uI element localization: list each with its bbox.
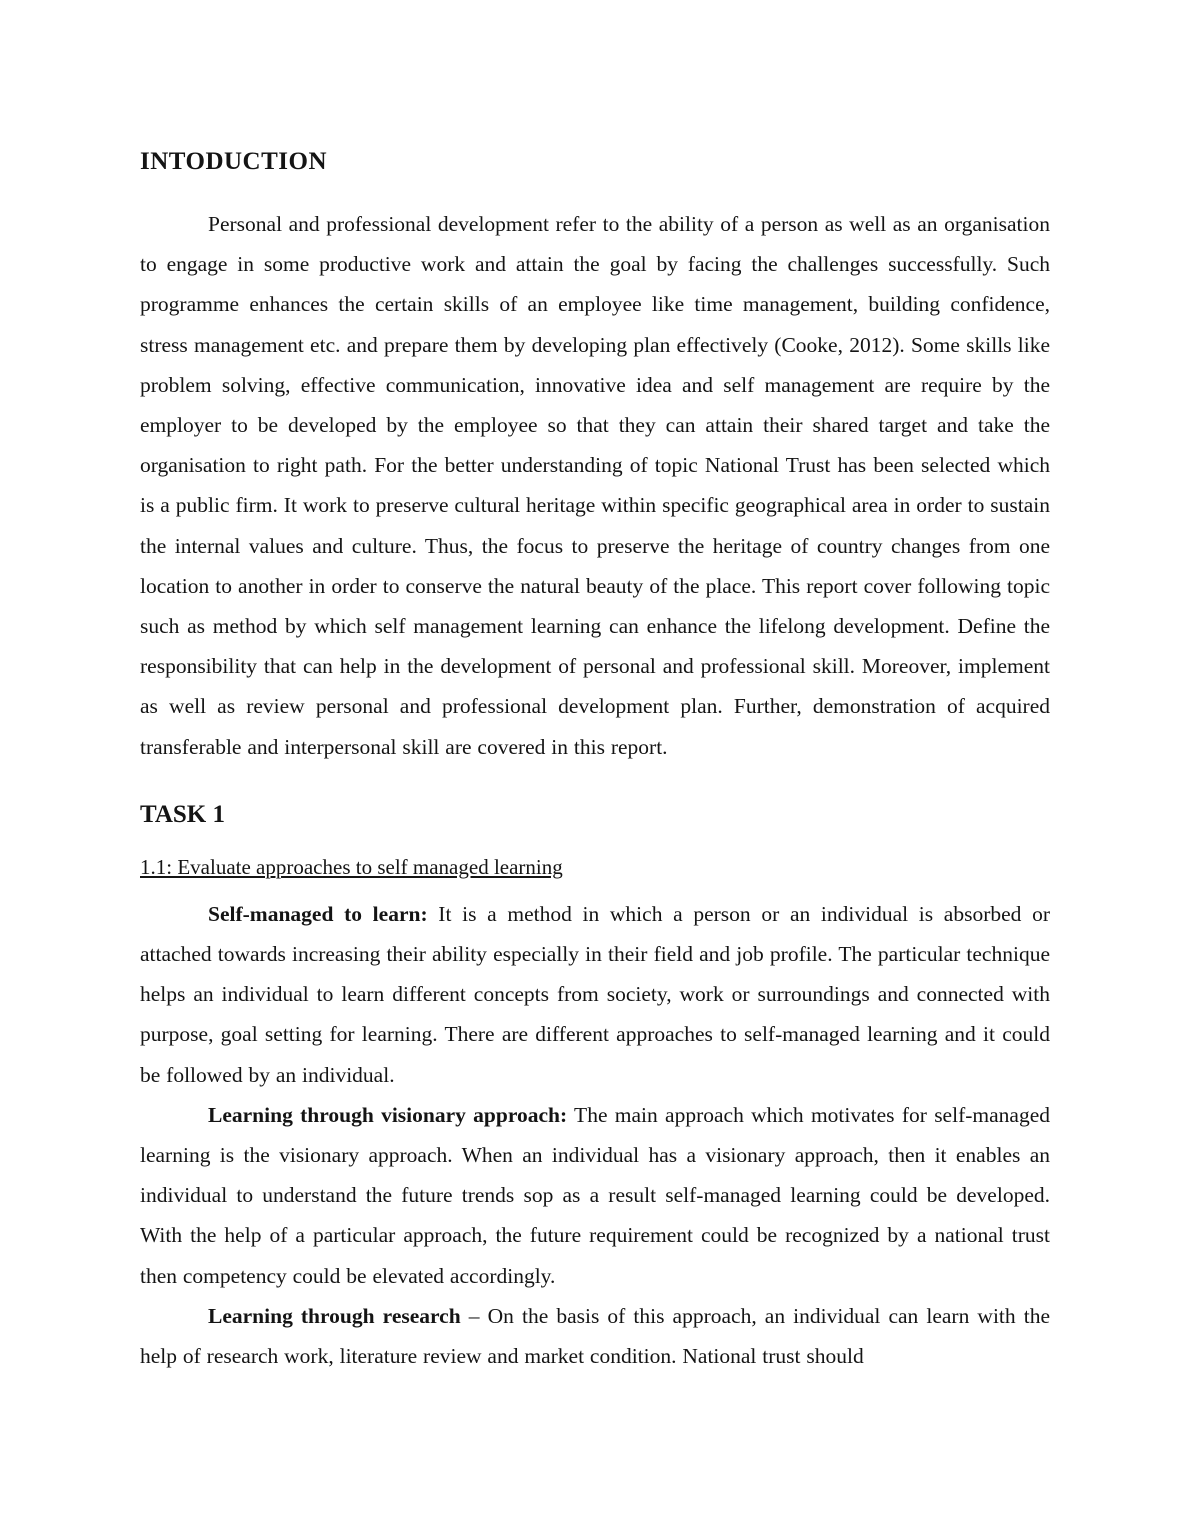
heading-introduction: INTODUCTION <box>140 148 328 175</box>
paragraph-visionary-approach <box>140 1095 1050 1296</box>
subheading-1-1-evaluate-approaches: 1.1: Evaluate approaches to self managed learning <box>140 854 563 879</box>
paragraph-introduction <box>140 204 1050 767</box>
paragraph-self-managed-text: It is a method in which a person or an individual is absorbed or attached towards increasing their ability especially in their field and job profile. The particular technique helps an individual to learn different concepts from society, work or surroundings and connected with purpose, goal setting for learning. There are different approaches to self-managed learning and it could be followed by an individual. <box>140 901 1050 1087</box>
paragraph-introduction-text: Personal and professional development refer to the ability of a person as well as an organisation to engage in some productive work and attain the goal by facing the challenges successfully. Such programme enhances the certain skills of an employee like time management, building confidence, stress management etc. and prepare them by developing plan effectively (Cooke, 2012). Some skills like problem solving, effective communication, innovative idea and self management are require by the employer to be developed by the employee so that they can attain their shared target and take the organisation to right path. For the better understanding of topic National Trust has been selected which is a public firm. It work to preserve cultural heritage within specific geographical area in order to sustain the internal values and culture. Thus, the focus to preserve the heritage of country changes from one location to another in order to conserve the natural beauty of the place. This report cover following topic such as method by which self management learning can enhance the lifelong development. Define the responsibility that can help in the development of personal and professional skill. Moreover, implement as well as review personal and professional development plan. Further, demonstration of acquired transferable and interpersonal skill are covered in this report. <box>140 212 1050 759</box>
heading-task1: TASK 1 <box>140 800 225 828</box>
paragraph-self-managed-learning <box>140 894 1050 1095</box>
paragraph-visionary-lead: Learning through visionary approach: <box>208 1102 568 1127</box>
paragraph-self-managed-lead: Self-managed to learn: <box>208 901 428 926</box>
paragraph-research-text: – On the basis of this approach, an individual can learn with the help of research work, literature review and market condition. National trust should <box>140 1303 1050 1369</box>
paragraph-visionary-text: The main approach which motivates for self-managed learning is the visionary approach. When an individual has a visionary approach, then it enables an individual to understand the future trends sop as a result self-managed learning could be developed. With the help of a particular approach, the future requirement could be recognized by a national trust then competency could be elevated accordingly. <box>140 1102 1050 1288</box>
paragraph-research-lead: Learning through research <box>208 1303 461 1328</box>
paragraph-learning-through-research <box>140 1296 1050 1376</box>
